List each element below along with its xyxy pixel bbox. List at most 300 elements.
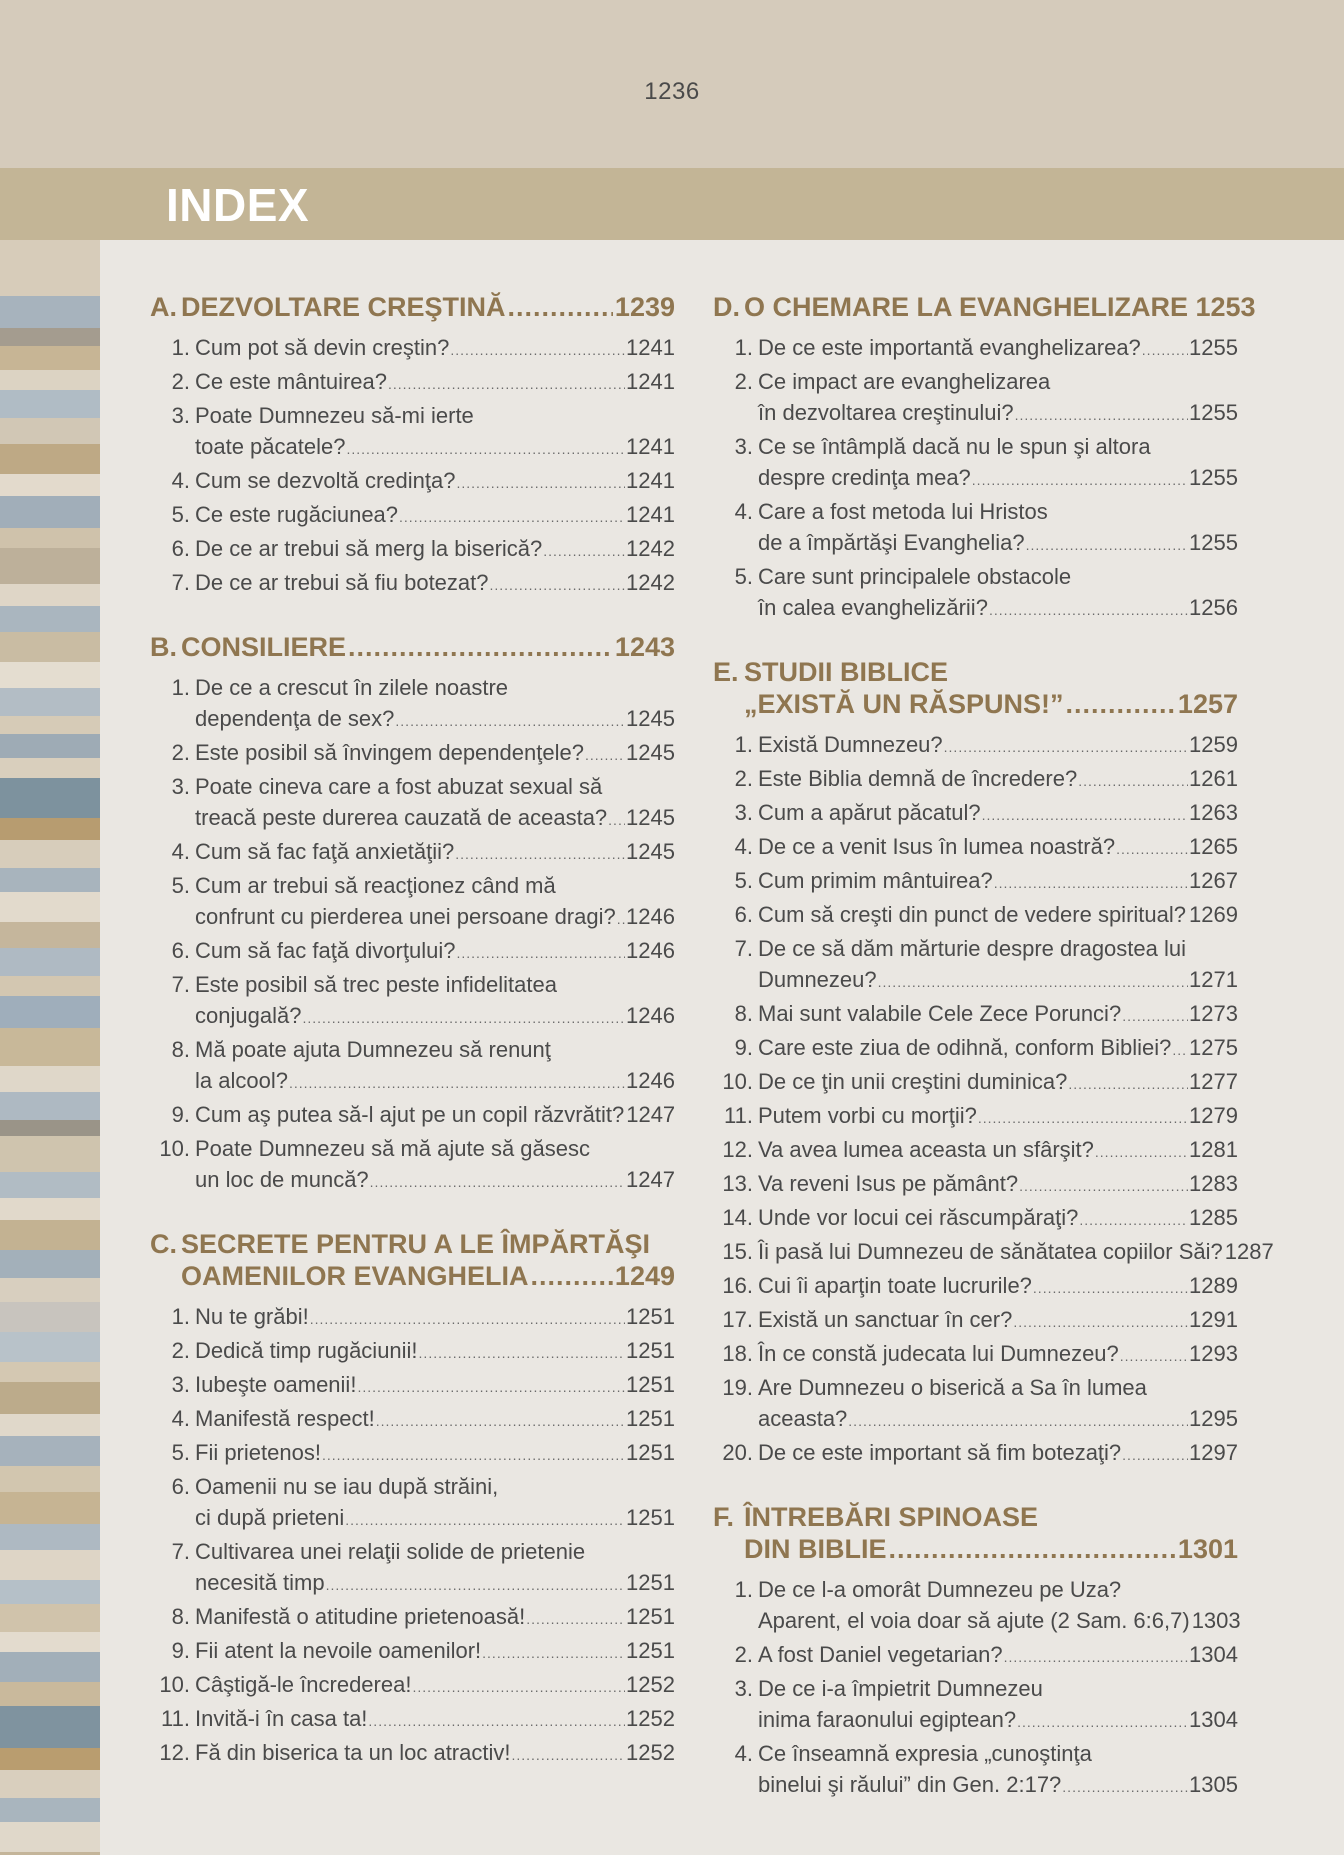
entry-title: Care este ziua de odihnă, conform Bibliei? — [758, 1035, 1172, 1060]
section-heading-last-line — [181, 1260, 675, 1292]
decorative-edge-stripes — [0, 240, 100, 1855]
dot-leader — [1079, 1205, 1188, 1236]
entry-last-line — [758, 998, 1238, 1032]
entry-number: 20. — [722, 1440, 753, 1465]
entry-last-line — [195, 1369, 675, 1403]
index-entry — [713, 797, 1238, 831]
dot-leader — [1033, 1273, 1188, 1304]
index-entry — [150, 836, 675, 870]
entry-last-line — [195, 1335, 675, 1369]
index-entry — [713, 729, 1238, 763]
entry-body — [195, 672, 675, 737]
dot-leader — [450, 335, 625, 366]
entry-number: 18. — [722, 1341, 753, 1366]
index-entry — [150, 935, 675, 969]
entry-page-number: 1293 — [1189, 1341, 1238, 1366]
entry-title: Manifestă o atitudine prietenoasă! — [195, 1604, 526, 1629]
dot-leader — [310, 1304, 625, 1335]
dot-leader — [456, 468, 625, 499]
dot-leader — [357, 1372, 625, 1403]
entry-title: Câştigă-le încrederea! — [195, 1672, 412, 1697]
entry-number: 3. — [171, 1372, 190, 1397]
index-entry — [713, 933, 1238, 998]
entry-body — [195, 771, 675, 836]
entry-body — [195, 836, 675, 870]
entry-title: treacă peste durerea cauzată de aceasta? — [195, 805, 608, 830]
entry-text-line: Poate cineva care a fost abuzat sexual să — [195, 774, 603, 799]
entry-number: 2. — [734, 369, 753, 394]
dot-leader — [326, 1570, 625, 1601]
entry-number: 17. — [722, 1307, 753, 1332]
entry-title: Cui îi aparţin toate lucrurile? — [758, 1273, 1032, 1298]
entry-body — [758, 899, 1238, 933]
entry-number: 5. — [171, 1440, 190, 1465]
dot-leader — [1142, 335, 1188, 366]
entry-last-line — [195, 1437, 675, 1471]
entry-last-line — [195, 1703, 675, 1737]
entry-page-number: 1256 — [1189, 595, 1238, 620]
dot-leader — [490, 570, 626, 601]
entry-last-line — [195, 901, 675, 935]
entry-title: A fost Daniel vegetarian? — [758, 1642, 1003, 1667]
entry-body — [758, 366, 1238, 431]
dot-leader — [978, 1103, 1188, 1134]
entry-title: Cum să fac faţă divorţului? — [195, 938, 456, 963]
entry-number: 11. — [724, 1103, 753, 1128]
entry-number: 7. — [734, 936, 753, 961]
dot-leader — [848, 1406, 1188, 1437]
entry-last-line — [195, 737, 675, 771]
entry-last-line — [758, 1236, 1274, 1270]
index-entry — [150, 1099, 675, 1133]
entry-title: Va reveni Isus pe pământ? — [758, 1171, 1019, 1196]
entry-title: De ce ar trebui să merg la biserică? — [195, 536, 543, 561]
entry-body — [195, 533, 675, 567]
entry-title: Fii prietenos! — [195, 1440, 321, 1465]
entry-page-number: 1242 — [626, 536, 675, 561]
entry-page-number: 1245 — [626, 740, 675, 765]
index-entry — [713, 1100, 1238, 1134]
entry-body — [758, 1032, 1238, 1066]
section-items — [713, 332, 1238, 626]
entry-last-line — [195, 1737, 675, 1771]
entry-page-number: 1246 — [626, 1003, 675, 1028]
dot-leader — [1172, 1035, 1188, 1066]
entry-last-line — [195, 1669, 675, 1703]
entry-last-line — [758, 1769, 1238, 1803]
entry-last-line — [758, 332, 1238, 366]
entry-last-line — [758, 797, 1238, 831]
entry-page-number: 1245 — [626, 706, 675, 731]
dot-leader — [543, 536, 625, 567]
entry-title: Există un sanctuar în cer? — [758, 1307, 1013, 1332]
entry-title: dependenţa de sex? — [195, 706, 395, 731]
index-entry — [150, 1369, 675, 1403]
dot-leader — [526, 1604, 625, 1635]
index-entry — [713, 1134, 1238, 1168]
entry-last-line — [195, 1502, 675, 1536]
entry-page-number: 1255 — [1189, 400, 1238, 425]
entry-title: ci după prieteni — [195, 1505, 345, 1530]
index-entry — [150, 499, 675, 533]
index-entry — [713, 332, 1238, 366]
section-heading-text — [181, 291, 675, 323]
entry-page-number: 1246 — [626, 1068, 675, 1093]
entry-page-number: 1247 — [626, 1167, 675, 1192]
entry-body — [758, 561, 1238, 626]
entry-text-line: Care a fost metoda lui Hristos — [758, 499, 1048, 524]
entry-body — [758, 1202, 1238, 1236]
entry-body — [195, 1737, 675, 1771]
entry-last-line — [195, 1000, 675, 1034]
dot-leader — [1187, 902, 1188, 933]
index-column-right — [713, 291, 1274, 1833]
entry-body — [195, 567, 675, 601]
entry-page-number: 1246 — [626, 904, 675, 929]
entry-page-number: 1281 — [1189, 1137, 1238, 1162]
section-letter: E. — [713, 657, 739, 687]
entry-body — [758, 332, 1238, 366]
index-entry — [713, 366, 1238, 431]
entry-body — [195, 1635, 675, 1669]
entry-title: conjugală? — [195, 1003, 302, 1028]
section-c — [150, 1228, 675, 1771]
index-entry — [150, 567, 675, 601]
entry-title: necesită timp — [195, 1570, 325, 1595]
entry-body — [758, 729, 1238, 763]
dot-leader — [455, 839, 625, 870]
entry-body — [758, 1270, 1238, 1304]
entry-page-number: 1297 — [1189, 1440, 1238, 1465]
entry-last-line — [758, 1304, 1238, 1338]
entry-last-line — [195, 533, 675, 567]
entry-number: 1. — [734, 732, 753, 757]
entry-last-line — [758, 1270, 1238, 1304]
section-heading-line: ÎNTREBĂRI SPINOASE — [744, 1502, 1039, 1532]
entry-page-number: 1305 — [1189, 1772, 1238, 1797]
entry-title: Unde vor locui cei răscumpăraţi? — [758, 1205, 1079, 1230]
entry-page-number: 1279 — [1189, 1103, 1238, 1128]
index-entry — [150, 1403, 675, 1437]
index-entry — [713, 1338, 1238, 1372]
index-entry — [713, 561, 1238, 626]
entry-body — [195, 935, 675, 969]
entry-body — [195, 1335, 675, 1369]
section-heading-text — [744, 1501, 1238, 1565]
section-e — [713, 656, 1274, 1471]
page-title: INDEX — [166, 179, 310, 231]
index-column-left — [150, 291, 675, 1801]
entry-body — [758, 1673, 1238, 1738]
entry-page-number: 1283 — [1189, 1171, 1238, 1196]
index-entry — [150, 969, 675, 1034]
dot-leader — [395, 706, 625, 737]
entry-last-line — [195, 332, 675, 366]
entry-number: 11. — [161, 1706, 190, 1731]
entry-last-line — [758, 831, 1238, 865]
section-d — [713, 291, 1256, 626]
section-page-number: 1239 — [614, 292, 675, 322]
entry-last-line — [195, 1164, 675, 1198]
entry-page-number: 1251 — [626, 1440, 675, 1465]
index-entry — [150, 400, 675, 465]
index-entry — [713, 1066, 1238, 1100]
index-entry — [713, 1168, 1238, 1202]
entry-last-line — [195, 366, 675, 400]
entry-body — [758, 1100, 1238, 1134]
entry-text-line: Cum ar trebui să reacţionez când mă — [195, 873, 556, 898]
entry-text-line: Ce impact are evanghelizarea — [758, 369, 1051, 394]
entry-body — [195, 1099, 675, 1133]
entry-body — [758, 763, 1238, 797]
page-number: 1236 — [644, 78, 700, 105]
section-items — [150, 672, 675, 1198]
entry-page-number: 1267 — [1189, 868, 1238, 893]
entry-page-number: 1291 — [1189, 1307, 1238, 1332]
entry-body — [758, 1738, 1238, 1803]
dot-leader — [608, 805, 625, 836]
index-entry — [150, 533, 675, 567]
section-heading-text — [744, 291, 1256, 323]
entry-number: 4. — [734, 1741, 753, 1766]
entry-number: 9. — [171, 1102, 190, 1127]
entry-number: 1. — [171, 335, 190, 360]
dot-leader — [982, 800, 1188, 831]
dot-leader — [1122, 1440, 1188, 1471]
index-entry — [150, 1335, 675, 1369]
entry-page-number: 1251 — [626, 1604, 675, 1629]
entry-number: 2. — [171, 740, 190, 765]
entry-title: la alcool? — [195, 1068, 288, 1093]
entry-title: Manifestă respect! — [195, 1406, 375, 1431]
dot-leader — [1122, 1001, 1188, 1032]
index-entry — [150, 332, 675, 366]
entry-last-line — [758, 729, 1238, 763]
dot-leader — [1066, 688, 1176, 720]
dot-leader — [322, 1440, 625, 1471]
index-entry — [713, 1673, 1238, 1738]
entry-title: Cum se dezvoltă credinţa? — [195, 468, 456, 493]
entry-number: 12. — [722, 1137, 753, 1162]
entry-text-line: Are Dumnezeu o biserică a Sa în lumea — [758, 1375, 1147, 1400]
entry-number: 3. — [171, 774, 190, 799]
entry-last-line — [758, 1437, 1238, 1471]
entry-last-line — [195, 1567, 675, 1601]
dot-leader — [511, 1740, 625, 1771]
dot-leader — [302, 1003, 625, 1034]
entry-last-line — [758, 1100, 1238, 1134]
entry-last-line — [758, 592, 1238, 626]
entry-number: 10. — [722, 1069, 753, 1094]
entry-page-number: 1247 — [626, 1102, 676, 1127]
dot-leader — [1013, 1307, 1188, 1338]
dot-leader — [989, 595, 1188, 626]
section-heading-line: SECRETE PENTRU A LE ÎMPĂRTĂŞI — [181, 1229, 651, 1259]
entry-number: 1. — [171, 1304, 190, 1329]
entry-last-line — [758, 1066, 1238, 1100]
entry-body — [195, 1133, 675, 1198]
dot-leader — [1019, 1171, 1188, 1202]
entry-page-number: 1251 — [626, 1406, 675, 1431]
entry-number: 4. — [171, 839, 190, 864]
dot-leader — [531, 1260, 613, 1292]
section-heading-last-line — [744, 688, 1238, 720]
entry-last-line — [758, 1704, 1238, 1738]
entry-title: binelui şi răului” din Gen. 2:17? — [758, 1772, 1062, 1797]
index-entry — [713, 1574, 1241, 1639]
index-entry — [713, 1304, 1238, 1338]
entry-title: Va avea lumea aceasta un sfârşit? — [758, 1137, 1094, 1162]
dot-leader — [1015, 400, 1188, 431]
section-heading — [713, 1501, 1238, 1565]
entry-body — [758, 1168, 1238, 1202]
entry-last-line — [195, 1403, 675, 1437]
entry-title: Ce este rugăciunea? — [195, 502, 399, 527]
entry-title: Este posibil să învingem dependenţele? — [195, 740, 584, 765]
dot-leader — [1068, 1069, 1188, 1100]
entry-title: De ce ar trebui să fiu botezat? — [195, 570, 489, 595]
entry-number: 1. — [171, 675, 190, 700]
dot-leader — [1120, 1341, 1188, 1372]
entry-title: confrunt cu pierderea unei persoane dragi? — [195, 904, 616, 929]
dot-leader — [944, 732, 1188, 763]
dot-leader — [399, 502, 625, 533]
entry-body — [758, 1372, 1238, 1437]
section-b — [150, 631, 675, 1198]
entry-text-line: De ce i-a împietrit Dumnezeu — [758, 1676, 1043, 1701]
entry-page-number: 1304 — [1189, 1642, 1238, 1667]
entry-page-number: 1289 — [1189, 1273, 1238, 1298]
index-entry — [713, 431, 1238, 496]
section-heading-text — [181, 1228, 675, 1292]
entry-title: Nu te grăbi! — [195, 1304, 309, 1329]
entry-body — [195, 465, 675, 499]
entry-number: 4. — [171, 1406, 190, 1431]
index-entry — [150, 1301, 675, 1335]
section-a — [150, 291, 675, 601]
entry-last-line — [758, 1403, 1238, 1437]
entry-title: un loc de muncă? — [195, 1167, 369, 1192]
entry-body — [195, 1403, 675, 1437]
dot-leader — [508, 291, 613, 323]
entry-last-line — [195, 935, 675, 969]
entry-number: 12. — [159, 1740, 190, 1765]
index-entry — [713, 1738, 1238, 1803]
section-heading-title: CONSILIERE — [181, 632, 347, 662]
section-letter: A. — [150, 292, 177, 322]
dot-leader — [1026, 530, 1188, 561]
entry-text-line: Care sunt principalele obstacole — [758, 564, 1072, 589]
section-heading — [713, 656, 1238, 720]
entry-last-line — [758, 1168, 1238, 1202]
index-entry — [713, 1032, 1238, 1066]
index-entry — [150, 1737, 675, 1771]
entry-title: Cum pot să devin creştin? — [195, 335, 450, 360]
section-heading — [713, 291, 1256, 323]
entry-page-number: 1269 — [1189, 902, 1238, 927]
section-heading-last-line — [744, 291, 1256, 323]
index-entry — [713, 865, 1238, 899]
entry-body — [195, 366, 675, 400]
index-entry — [150, 1034, 675, 1099]
entry-page-number: 1255 — [1189, 530, 1238, 555]
entry-last-line — [195, 1301, 675, 1335]
index-entry — [150, 737, 675, 771]
entry-title: inima faraonului egiptean? — [758, 1707, 1017, 1732]
entry-body — [758, 1304, 1238, 1338]
entry-number: 4. — [734, 499, 753, 524]
dot-leader — [1062, 1772, 1188, 1803]
entry-title: Cum a apărut păcatul? — [758, 800, 981, 825]
entry-body — [758, 496, 1238, 561]
entry-number: 3. — [734, 434, 753, 459]
entry-page-number: 1241 — [626, 369, 675, 394]
entry-number: 7. — [171, 1539, 190, 1564]
entry-number: 5. — [734, 564, 753, 589]
entry-last-line — [758, 964, 1238, 998]
index-entry — [150, 465, 675, 499]
entry-number: 5. — [734, 868, 753, 893]
entry-last-line — [195, 836, 675, 870]
dot-leader — [1078, 766, 1188, 797]
entry-title: De ce a venit Isus în lumea noastră? — [758, 834, 1116, 859]
entry-body — [195, 969, 675, 1034]
entry-body — [195, 1669, 675, 1703]
entry-text-line: De ce să dăm mărturie despre dragostea lui — [758, 936, 1186, 961]
entry-body — [195, 1601, 675, 1635]
entry-number: 2. — [171, 369, 190, 394]
entry-body — [195, 870, 675, 935]
entry-number: 7. — [171, 972, 190, 997]
section-heading-title: OAMENILOR EVANGHELIA — [181, 1261, 529, 1291]
section-items — [150, 332, 675, 601]
entry-last-line — [758, 1202, 1238, 1236]
entry-title: Fii atent la nevoile oamenilor! — [195, 1638, 482, 1663]
section-letter: F. — [713, 1502, 735, 1532]
entry-title: Dumnezeu? — [758, 967, 877, 992]
section-heading-title: DIN BIBLIE — [744, 1534, 887, 1564]
index-entry — [713, 763, 1238, 797]
section-letter: C. — [150, 1229, 177, 1259]
entry-number: 1. — [734, 335, 753, 360]
entry-title: De ce este importantă evanghelizarea? — [758, 335, 1141, 360]
entry-page-number: 1271 — [1189, 967, 1238, 992]
entry-number: 2. — [734, 1642, 753, 1667]
entry-last-line — [758, 1639, 1238, 1673]
dot-leader — [456, 938, 625, 969]
entry-title: Iubeşte oamenii! — [195, 1372, 357, 1397]
entry-number: 19. — [722, 1375, 753, 1400]
section-heading-title: „EXISTĂ UN RĂSPUNS!” — [744, 689, 1064, 719]
entry-number: 6. — [171, 536, 190, 561]
entry-page-number: 1242 — [626, 570, 675, 595]
dot-leader — [617, 904, 625, 935]
entry-page-number: 1303 — [1191, 1608, 1241, 1633]
entry-last-line — [758, 1134, 1238, 1168]
entry-last-line — [195, 465, 675, 499]
entry-body — [195, 1536, 675, 1601]
dot-leader — [994, 868, 1188, 899]
entry-last-line — [195, 1601, 675, 1635]
entry-last-line — [758, 1338, 1238, 1372]
entry-page-number: 1285 — [1189, 1205, 1238, 1230]
entry-page-number: 1251 — [626, 1570, 675, 1595]
entry-title: În ce constă judecata lui Dumnezeu? — [758, 1341, 1119, 1366]
entry-title: Cum primim mântuirea? — [758, 868, 993, 893]
section-heading — [150, 1228, 675, 1292]
entry-number: 16. — [722, 1273, 753, 1298]
entry-page-number: 1252 — [626, 1672, 675, 1697]
